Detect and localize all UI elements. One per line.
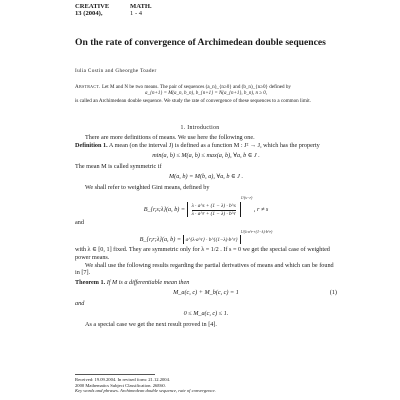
derivatives-text: We shall use the following results regarding the partial derivatives of means and which can be found in [7].	[75, 261, 334, 277]
journal-name: CREATIVE	[75, 3, 110, 10]
and-text-2: and	[75, 299, 85, 307]
gini-exponent: 1/(s−r)	[240, 194, 253, 200]
volume-year: 13 (2004),	[75, 10, 103, 17]
paper-title: On the rate of convergence of Archimedean double sequences	[75, 37, 326, 48]
definition-1	[75, 142, 337, 150]
footnote-received: Received: 19.09.2004. In revised form: 21.12.2004.	[75, 377, 171, 382]
equation-theorem-2: 0 ≤ M_a(c, c) ≤ 1.	[183, 310, 229, 318]
gini2-exponent: 1/(λ·a^r+(1−λ)·b^r)	[240, 229, 273, 235]
abstract-text-1: Let M and N be two means. The pair of sequences (a_n)_{n≥0} and (b_n)_{n≥0} defined by	[101, 84, 291, 90]
equation-gini-r-r	[75, 228, 337, 244]
abstract-formula: a_{n+1} = M(a_n, b_n), b_{n+1} = N(a_{n+1}, b_n), n ≥ 0,	[144, 91, 268, 97]
special-case-text: As a special case we get the next result proved in [4].	[85, 321, 217, 329]
footnotes	[75, 377, 345, 394]
gini-numerator: λ · a^s + (1 − λ) · b^s	[191, 202, 236, 209]
gini2-rhs: a^{λ·a^r} · b^{(1−λ)·b^r}	[185, 237, 238, 244]
gini-condition: , r ≠ s	[253, 205, 269, 213]
equation-number: (1)	[329, 289, 337, 297]
definition-label: Definition 1.	[75, 141, 108, 149]
and-text: and	[75, 218, 84, 226]
intro-paragraph: There are more definitions of means. We use here the following one.	[85, 134, 255, 141]
with-text: with λ ∈ [0, 1] fixed. They are symmetric only for λ = 1/2 . If s = 0 we get the special case of weighted power means.	[75, 246, 330, 261]
symmetric-text: The mean M is called symmetric if	[75, 162, 162, 170]
footnote-keywords: Key words and phrases. Archimedean double sequence, rate of convergence.	[75, 388, 216, 394]
gini-denominator: λ · a^r + (1 − λ) · b^r	[191, 210, 236, 217]
section-heading: 1. Introduction	[180, 125, 220, 131]
gini-lhs: B_{r,s;λ}(a, b) =	[143, 205, 186, 213]
equation-theorem-1	[75, 289, 337, 297]
footnote-rule	[75, 374, 155, 375]
body-text	[75, 134, 337, 329]
theorem-text: If M is a differentiable mean then	[106, 278, 190, 286]
footnote-msc: 2000 Mathematics Subject Classification. 26E60.	[75, 382, 166, 388]
theorem-label: Theorem 1.	[75, 278, 106, 286]
journal-subject: MATH.	[130, 3, 152, 10]
abstract-label: Abstract.	[75, 84, 101, 90]
gini2-bracket	[183, 235, 241, 244]
gini-fraction	[192, 203, 236, 217]
equation-mean-property: min(a, b) ≤ M(a, b) ≤ max(a, b), ∀a, b ∈ J .	[152, 152, 260, 160]
theorem-1	[75, 279, 337, 287]
definition-text: A mean (on the interval J) is defined as a function M : J² → J, which has the property	[108, 141, 320, 149]
paper-authors: Iulia Costin and Gheorghe Toader	[75, 68, 157, 74]
abstract-text-2: is called an Archimedean double sequence. We study the rate of convergence of these sequences to a common limit.	[75, 98, 311, 105]
page-range: 1 - 4	[130, 10, 143, 17]
theorem-eq-main: M_a(c, c) + M_b(c, c) = 1	[173, 289, 239, 297]
equation-gini-mean	[75, 194, 337, 217]
abstract-block	[75, 84, 337, 105]
gini2-lhs: B_{r,r;λ}(a, b) =	[139, 236, 182, 244]
gini-intro: We shall refer to weighted Gini means, defined by	[85, 183, 210, 191]
gini-bracket	[187, 202, 241, 217]
equation-symmetric: M(a, b) = M(b, a), ∀a, b ∈ J .	[168, 173, 243, 181]
